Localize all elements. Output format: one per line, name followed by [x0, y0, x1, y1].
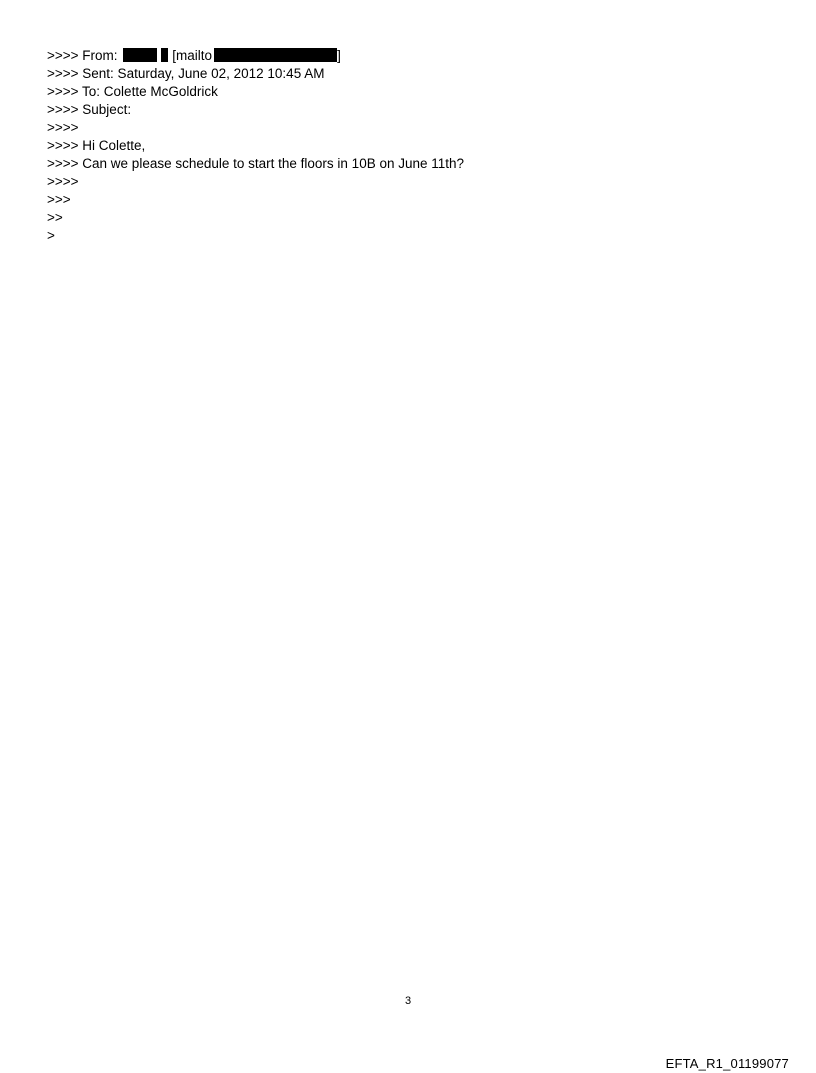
quote-line: >>>> — [47, 120, 79, 135]
quote-line: >>>> — [47, 174, 79, 189]
redaction-block — [123, 48, 157, 62]
email-body — [47, 47, 464, 245]
redaction-block — [161, 48, 168, 62]
message-line: >>>> Can we please schedule to start the floors in 10B on June 11th? — [47, 156, 465, 171]
mailto-close: ] — [337, 48, 341, 63]
subject-line: >>>> Subject: — [47, 102, 132, 117]
to-line: >>>> To: Colette McGoldrick — [47, 84, 218, 99]
from-line — [47, 47, 464, 65]
quote-line: >> — [47, 210, 63, 225]
quote-line: >>> — [47, 192, 71, 207]
redaction-block — [214, 48, 337, 62]
greeting-line: >>>> Hi Colette, — [47, 138, 146, 153]
page-number: 3 — [404, 995, 412, 1007]
mailto-label: [mailto — [172, 48, 213, 63]
document-id: EFTA_R1_01199077 — [665, 1056, 789, 1071]
sent-line: >>>> Sent: Saturday, June 02, 2012 10:45 AM — [47, 66, 325, 81]
quote-line: > — [47, 228, 55, 243]
from-label: >>>> From: — [47, 48, 122, 63]
